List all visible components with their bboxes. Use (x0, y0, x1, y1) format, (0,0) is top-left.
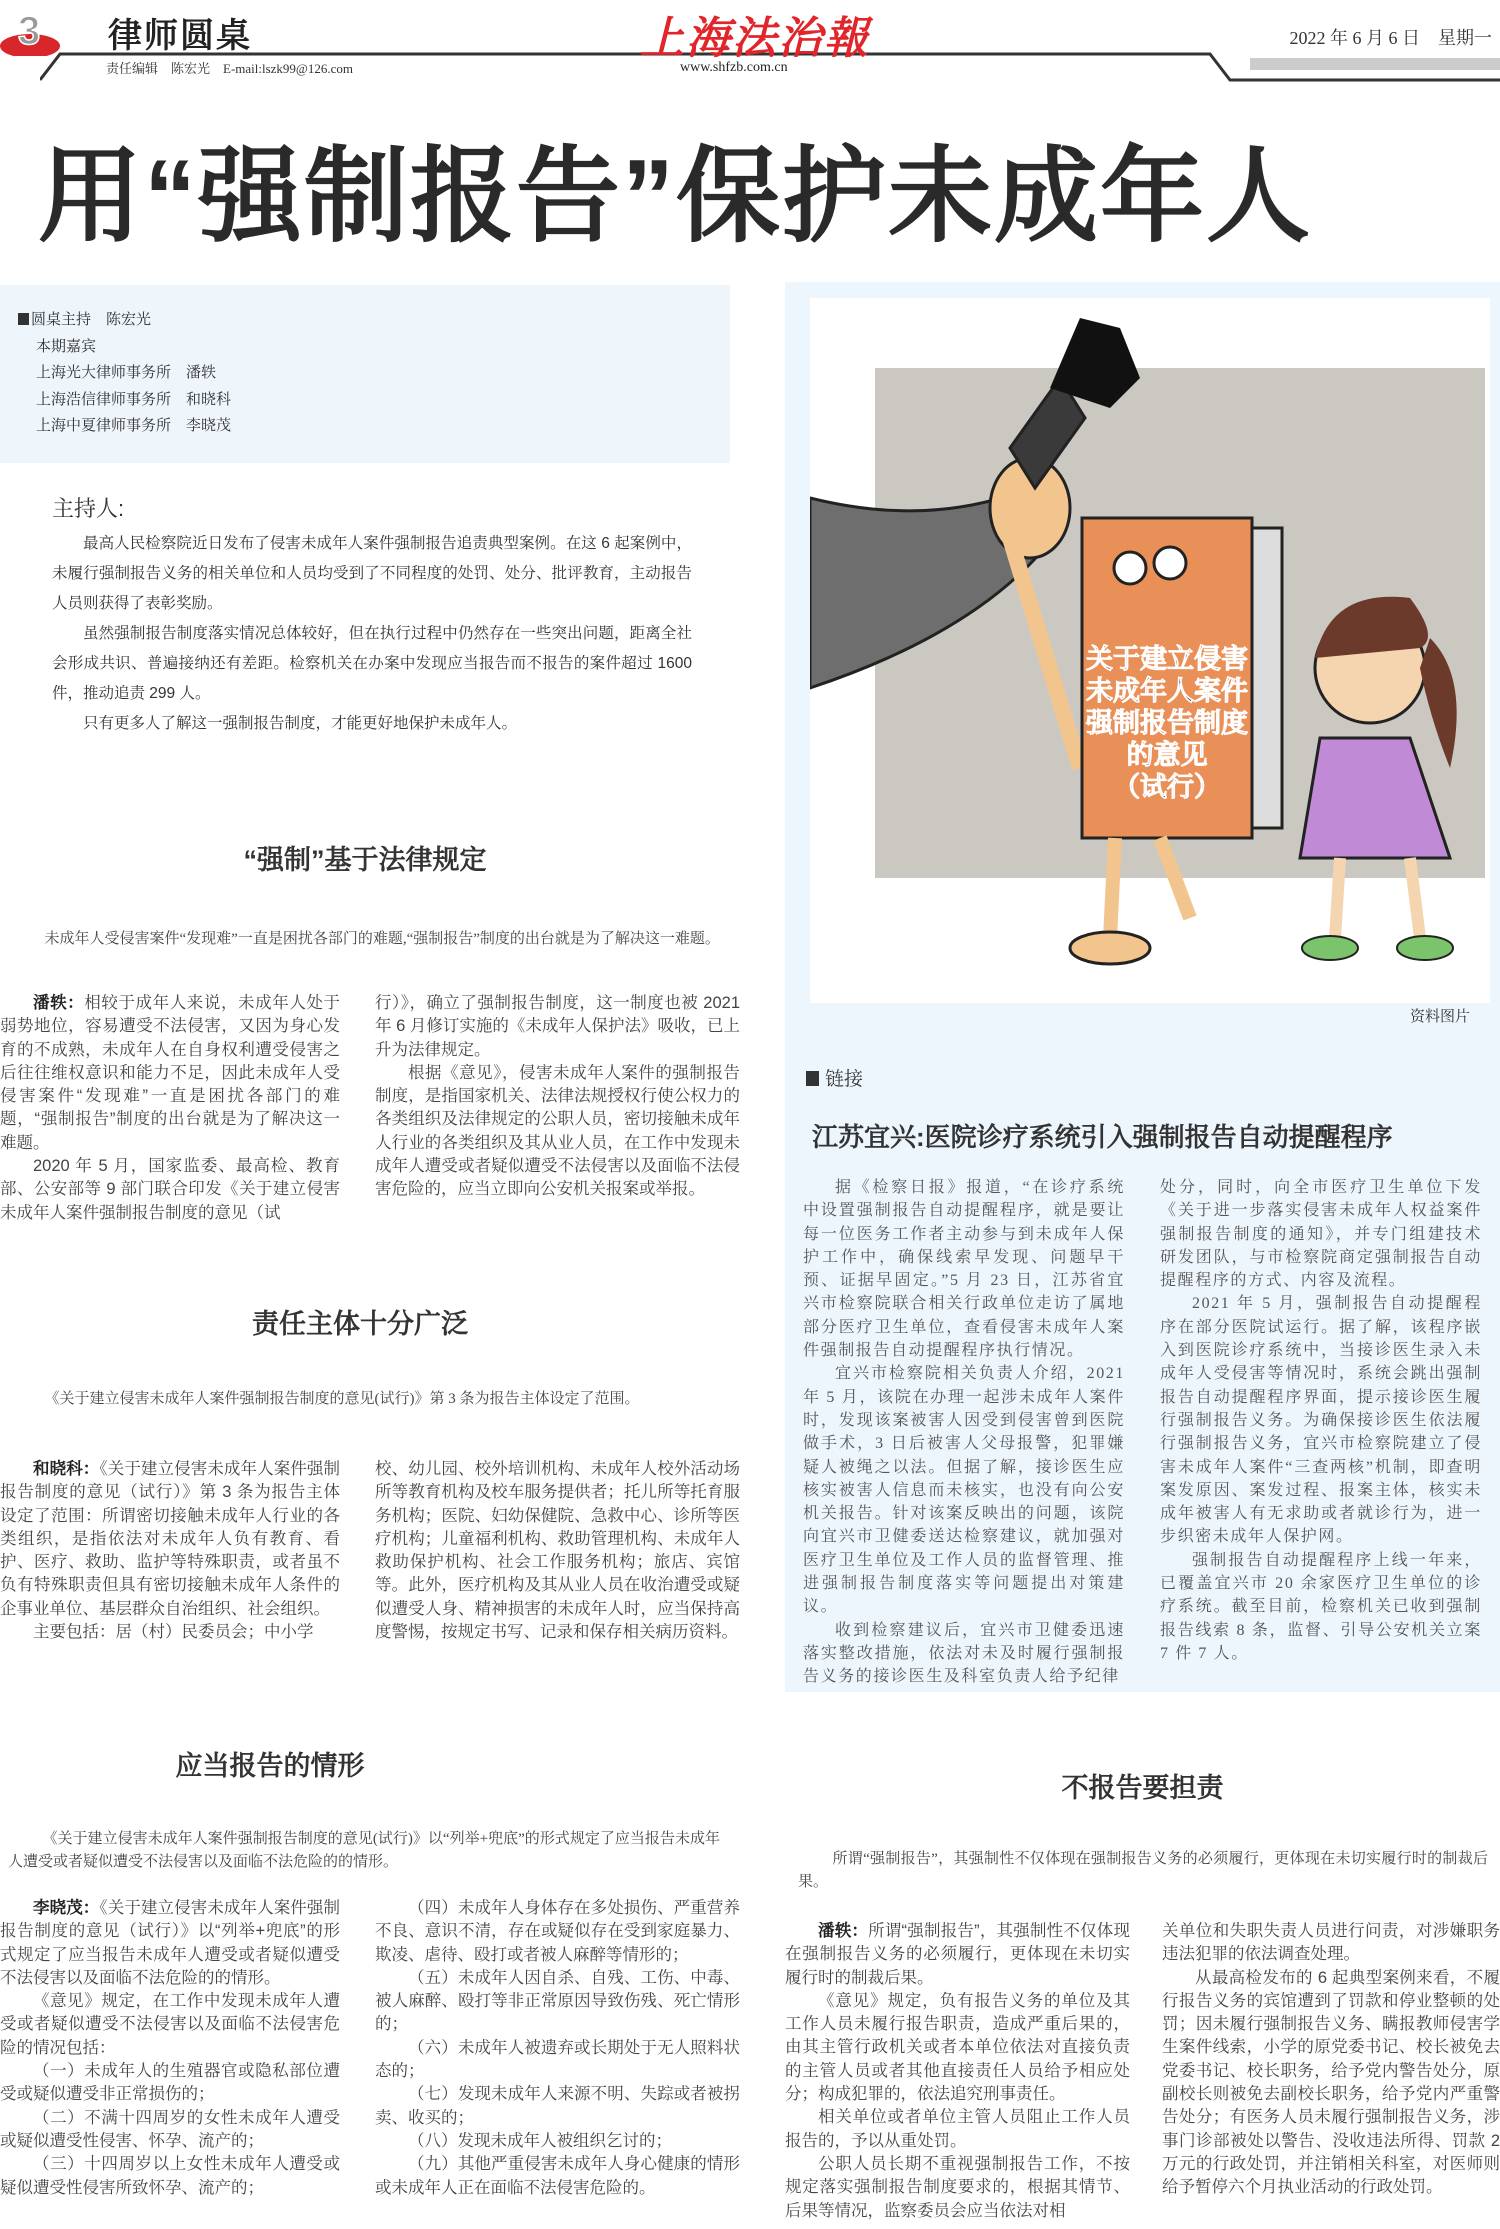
paragraph: 行）》，确立了强制报告制度，这一制度也被 2021 年 6 月修订实施的《未成年人保护法》吸收，已上升为法律规定。 (375, 994, 740, 1059)
section-heading: 责任主体十分广泛 (252, 1309, 468, 1339)
article-column (0, 1458, 340, 1644)
host-introduction (52, 492, 692, 739)
article-column (1162, 1920, 1500, 2200)
guest: 上海中夏律师事务所 李晓茂 (36, 417, 232, 434)
article-column (0, 1897, 340, 2200)
page-number-badge (0, 8, 70, 56)
list-item: （四）未成年人身体存在多处损伤、严重营养不良、意识不清，存在或疑似存在受到家庭暴力、欺凌、虐待、殴打或者被人麻醉等情形的； (375, 1899, 740, 1964)
article-column (1160, 1176, 1482, 1665)
link-label: 链接 (806, 1064, 863, 1091)
paragraph: 从最高检发布的 6 起典型案例来看，不履行报告义务的宾馆遭到了罚款和停业整顿的处罚；因未履行强制报告义务、瞒报教师侵害学生案件线索，小学的原党委书记、校长被免去党委书记、校长职务，给予党内警告处分，原副校长则被免去副校长职务，给予党内严重警告处分；有医务人员未履行强制报告义务，涉事门诊部被处以警告、没收违法所得、罚款 2 万元的行政处罚，并注销相关科室，对医师则给予暂停六个月执业活动的行政处罚。 (1162, 1968, 1500, 2197)
newspaper-logo: 上海法治報 (640, 13, 870, 64)
paragraph: 收到检察建议后，宜兴市卫健委迅速落实整改措施，依法对未及时履行强制报告义务的接诊医生及科室负责人给予纪律 (803, 1621, 1125, 1686)
article-column (375, 992, 740, 1202)
svg-text:关于建立侵害: 关于建立侵害 (1086, 644, 1248, 674)
roundtable-participants (0, 285, 730, 463)
list-item: （七）发现未成年人来源不明、失踪或者被拐卖、收买的； (375, 2085, 740, 2127)
speaker-name: 和晓科： (33, 1460, 100, 1478)
guest: 上海浩信律师事务所 和晓科 (36, 390, 232, 408)
paragraph: 《意见》规定，负有报告义务的单位及其工作人员未履行报告职责，造成严重后果的，由其主管行政机关或者本单位依法对直接负责的主管人员或者其他直接责任人员给予相应处分；构成犯罪的，依法追究刑事责任。 (785, 1991, 1130, 2104)
speaker-name: 潘轶： (33, 994, 85, 1012)
list-item: （二）不满十四周岁的女性未成年人遭受或疑似遭受性侵害、怀孕、流产的； (0, 2108, 340, 2150)
guest: 上海光大律师事务所 潘轶 (36, 364, 217, 381)
section-heading: 应当报告的情形 (175, 1751, 365, 1781)
editor-credit: 责任编辑 陈宏光 E-mail:lszk99@126.com (106, 61, 354, 76)
paragraph: 关单位和失职失责人员进行问责，对涉嫌职务违法犯罪的依法调查处理。 (1162, 1922, 1500, 1964)
paragraph: 和晓科：《关于建立侵害未成年人案件强制报告制度的意见（试行）》第 3 条为报告主体设定了范围：所谓密切接触未成年人行业的各类组织，是指依法对未成年人负有教育、看护、医疗、救助、监护等特殊职责，或者虽不负有特殊职责但具有密切接触未成年人条件的企事业单位、基层群众自治组织、社会组织。 (0, 1460, 341, 1618)
host-label: 主持人: (52, 496, 125, 521)
section-lead: 《关于建立侵害未成年人案件强制报告制度的意见(试行)》以“列举+兜底”的形式规定了应当报告未成年人遭受或者疑似遭受不法侵害以及面临不法危险的的情形。 (8, 1831, 720, 1870)
section-lead: 《关于建立侵害未成年人案件强制报告制度的意见(试行)》第 3 条为报告主体设定了范围。 (44, 1391, 640, 1407)
list-item: （六）未成年人被遗弃或长期处于无人照料状态的； (375, 2038, 740, 2081)
link-article-title: 江苏宜兴:医院诊疗系统引入强制报告自动提醒程序 (812, 1122, 1393, 1152)
list-item: （八）发现未成年人被组织乞讨的； (408, 2131, 672, 2150)
section-lead: 所谓“强制报告”，其强制性不仅体现在强制报告义务的必须履行，更体现在未切实履行时的制裁后果。 (798, 1851, 1488, 1890)
cartoon-illustration (810, 298, 1490, 1003)
paragraph: 《意见》规定，在工作中发现未成年人遭受或者疑似遭受不法侵害以及面临不法侵害危险的情况包括： (0, 1992, 340, 2057)
section-name: 律师圆桌 (108, 17, 252, 55)
article-column (803, 1176, 1125, 1689)
guests-label: 本期嘉宾 (36, 337, 97, 355)
section-heading: “强制”基于法律规定 (243, 845, 487, 875)
svg-text:的意见: 的意见 (1126, 740, 1208, 770)
square-bullet-icon (18, 313, 29, 325)
host-name: 圆桌主持 陈宏光 (31, 311, 152, 328)
speaker-name: 潘轶： (818, 1922, 869, 1940)
article-column (785, 1920, 1130, 2223)
list-item: （五）未成年人因自杀、自残、工伤、中毒、被人麻醉、殴打等非正常原因导致伤残、死亡情形的； (375, 1968, 740, 2034)
paragraph: 李晓茂：《关于建立侵害未成年人案件强制报告制度的意见（试行）》以“列举+兜底”的形式规定了应当报告未成年人遭受或者疑似遭受不法侵害以及面临不法危险的的情形。 (0, 1899, 341, 1987)
paragraph: 相关单位或者单位主管人员阻止工作人员报告的，予以从重处罚。 (785, 2108, 1130, 2150)
paragraph: 2021 年 5 月，强制报告自动提醒程序在部分医院试运行。据了解，该程序嵌入到医院诊疗系统中，当接诊医生录入未成年人受侵害等情况时，系统会跳出强制报告自动提醒程序界面，提示接诊医生履行强制报告义务。为确保接诊医生依法履行强制报告义务，宜兴市检察院建立了侵害未成年人案件“三查两核”机制，即查明案发原因、案发过程、报案主体，核实未成年被害人有无求助或者就诊行为，进一步织密未成年人保护网。 (1160, 1295, 1482, 1546)
square-bullet-icon (806, 1071, 819, 1086)
section-lead: 未成年人受侵害案件“发现难”一直是困扰各部门的难题,“强制报告”制度的出台就是为了解决这一难题。 (44, 931, 720, 947)
paragraph: 虽然强制报告制度落实情况总体较好，但在执行过程中仍然存在一些突出问题，距离全社会形成共识、普遍接纳还有差距。检察机关在办案中发现应当报告而不报告的案件超过 1600 件，推动追责 299 人。 (52, 625, 692, 702)
paragraph: 潘轶：相较于成年人来说，未成年人处于弱势地位，容易遭受不法侵害，又因为身心发育的不成熟，未成年人在自身权利遭受侵害之后往往维权意识和能力不足，因此未成年人受侵害案件“发现难”一直是困扰各部门的难题，“强制报告”制度的出台就是为了解决这一难题。 (0, 994, 341, 1152)
page-number: 3 (18, 9, 41, 53)
svg-text:（试行）: （试行） (1113, 772, 1221, 802)
paragraph: 宜兴市检察院相关负责人介绍，2021 年 5 月，该院在办理一起涉未成年人案件时，发现该案被害人因受到侵害曾到医院做手术，3 日后被害人父母报警，犯罪嫌疑人被绳之以法。但据了解，接诊医生应核实被害人信息而未核实，也没有向公安机关报告。针对该案反映出的问题，该院向宜兴市卫健委送达检察建议，就加强对医疗卫生单位及工作人员的监督管理、推进强制报告制度落实等问题提出对策建议。 (803, 1365, 1125, 1616)
article-column (375, 1458, 740, 1644)
paragraph: 2020 年 5 月，国家监委、最高检、教育部、公安部等 9 部门联合印发《关于建立侵害未成年人案件强制报告制度的意见（试 (0, 1157, 340, 1222)
image-caption: 资料图片 (1410, 1008, 1471, 1025)
section-heading: 不报告要担责 (1061, 1773, 1224, 1803)
list-item: （一）未成年人的生殖器官或隐私部位遭受或疑似遭受非正常损伤的； (0, 2062, 340, 2104)
svg-text:未成年人案件: 未成年人案件 (1086, 676, 1248, 706)
paragraph: 校、幼儿园、校外培训机构、未成年人校外活动场所等教育机构及校车服务提供者；托儿所等托育服务机构；医院、妇幼保健院、急救中心、诊所等医疗机构；儿童福利机构、救助管理机构、未成年人救助保护机构、社会工作服务机构；旅店、宾馆等。此外，医疗机构及其从业人员在收治遭受或疑似遭受人身、精神损害的未成年人时，应当保持高度警惕，按规定书写、记录和保存相关病历资料。 (375, 1460, 740, 1642)
list-item: （三）十四周岁以上女性未成年人遭受或疑似遭受性侵害所致怀孕、流产的； (0, 2155, 340, 2197)
paragraph: 最高人民检察院近日发布了侵害未成年人案件强制报告追责典型案例。在这 6 起案例中，未履行强制报告义务的相关单位和人员均受到了不同程度的处罚、处分、批评教育，主动报告人员则获得了表彰奖励。 (52, 535, 692, 612)
paragraph: 主要包括：居（村）民委员会；中小学 (33, 1623, 314, 1642)
paragraph: 据《检察日报》报道，“在诊疗系统中设置强制报告自动提醒程序，就是要让每一位医务工作者主动参与到未成年人保护工作中，确保线索早发现、问题早干预、证据早固定。”5 月 23 日，江苏省宜兴市检察院联合相关行政单位走访了属地部分医疗卫生单位，查看侵害未成年人案件强制报告自动提醒程序执行情况。 (803, 1179, 1125, 1360)
article-column (0, 992, 340, 1225)
speaker-name: 李晓茂： (33, 1899, 100, 1917)
paragraph: 强制报告自动提醒程序上线一年来，已覆盖宜兴市 20 余家医疗卫生单位的诊疗系统。截至目前，检察机关已收到强制报告线索 8 条，监督、引导公安机关立案 7 件 7 人。 (1160, 1551, 1482, 1662)
paragraph: 只有更多人了解这一强制报告制度，才能更好地保护未成年人。 (83, 715, 518, 732)
paragraph: 处分，同时，向全市医疗卫生单位下发《关于进一步落实侵害未成年人权益案件强制报告制度的通知》，并专门组建技术研发团队，与市检察院商定强制报告自动提醒程序的方式、内容及流程。 (1160, 1179, 1482, 1290)
issue-date: 2022 年 6 月 6 日 星期一 (1289, 28, 1492, 48)
paragraph: 公职人员长期不重视强制报告工作，不按规定落实强制报告制度要求的，根据其情节、后果等情况，监察委员会应当依法对相 (785, 2154, 1130, 2220)
website-link[interactable]: www.shfzb.com.cn (680, 60, 788, 75)
page-headline: 用“强制报告”保护未成年人 (38, 139, 1313, 255)
paragraph: 根据《意见》，侵害未成年人案件的强制报告制度，是指国家机关、法律法规授权行使公权力的各类组织及法律规定的公职人员，密切接触未成年人行业的各类组织及其从业人员，在工作中发现未成年人遭受或者疑似遭受不法侵害以及面临不法侵害危险的，应当立即向公安机关报案或举报。 (375, 1063, 740, 1199)
paragraph: 潘轶：所谓“强制报告”，其强制性不仅体现在强制报告义务的必须履行，更体现在未切实履行时的制裁后果。 (785, 1922, 1130, 1987)
article-column (375, 1897, 740, 2200)
list-item: （九）其他严重侵害未成年人身心健康的情形或未成年人正在面临不法侵害危险的。 (375, 2155, 740, 2197)
svg-text:强制报告制度: 强制报告制度 (1086, 708, 1248, 738)
